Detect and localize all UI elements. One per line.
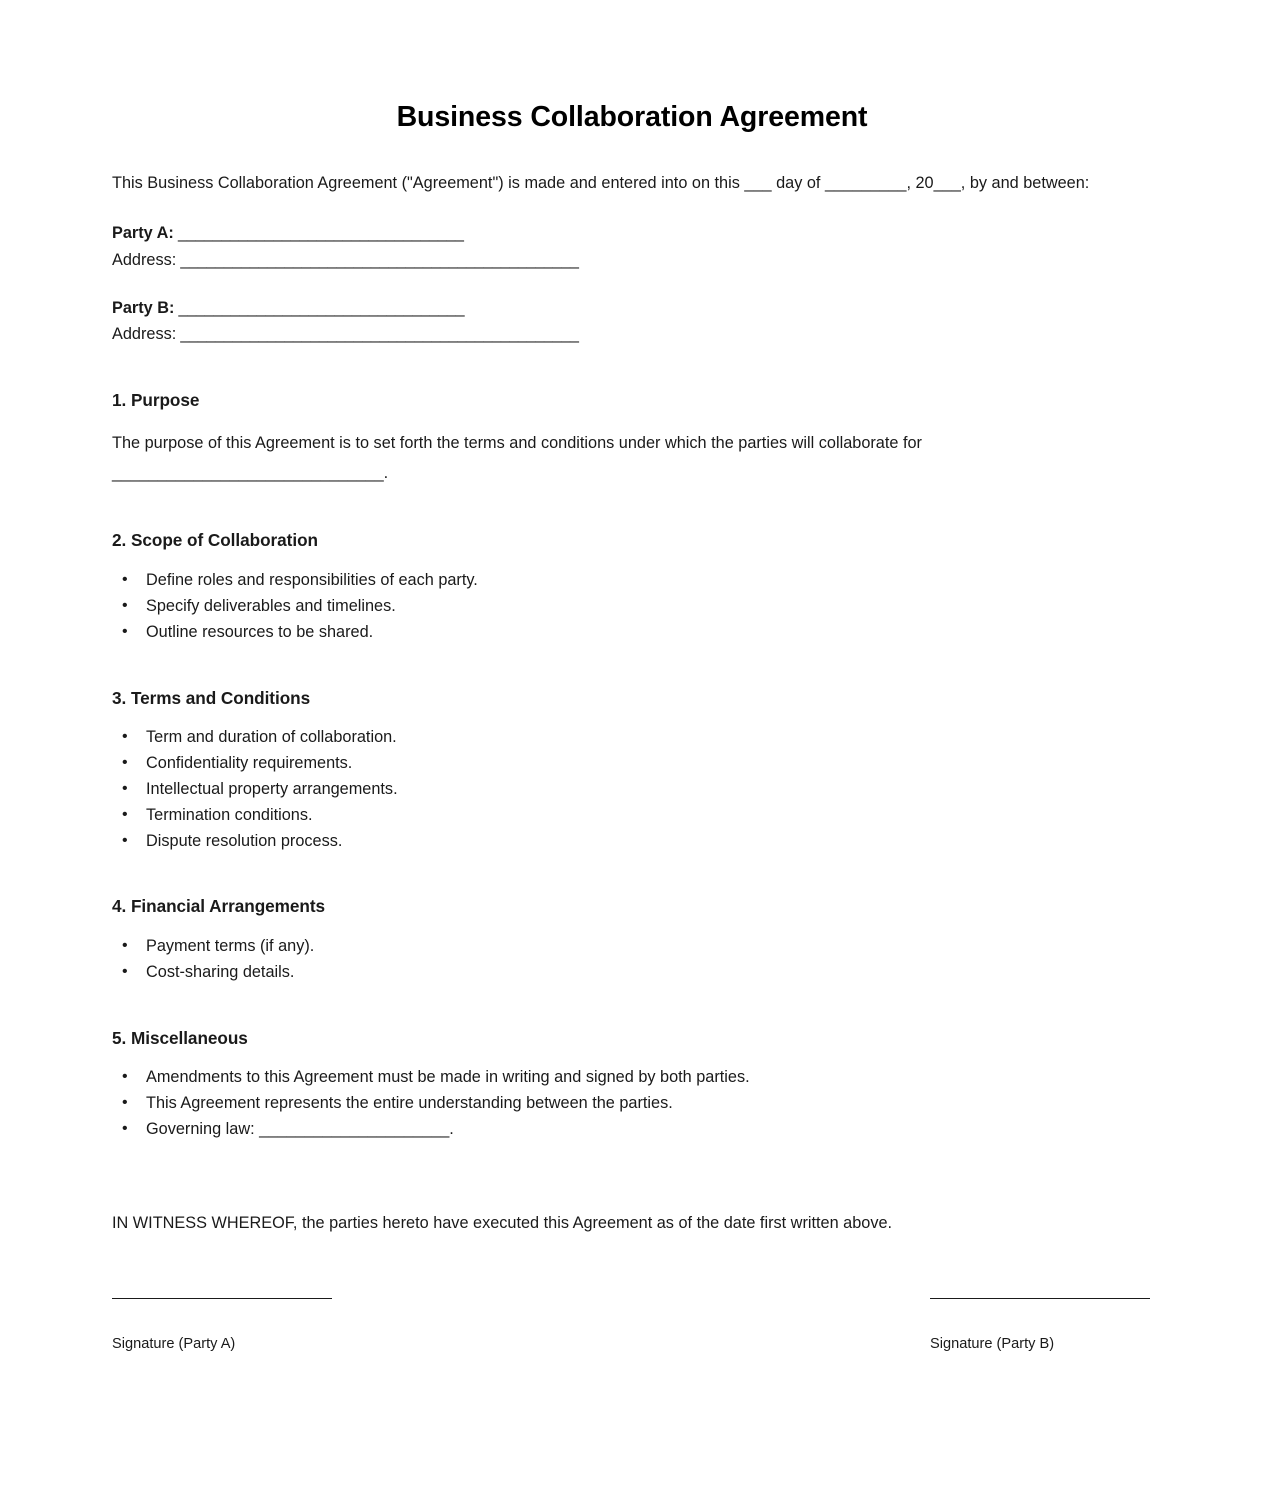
list-item: • This Agreement represents the entire understanding between the parties. — [112, 1091, 1152, 1117]
list-item: • Define roles and responsibilities of each party. — [112, 568, 1152, 594]
section-bullets-financial — [112, 918, 1152, 986]
signature-block — [112, 1235, 1152, 1408]
section-bullets-scope — [112, 552, 1152, 646]
list-item: • Specify deliverables and timelines. — [112, 594, 1152, 620]
party-a-label: Party A: — [112, 224, 174, 243]
intro-paragraph: This Business Collaboration Agreement ("Agreement") is made and entered into on this ___ day of _________, 20___, by and between: — [112, 173, 1090, 192]
party-a-name-line — [112, 220, 1152, 246]
list-item: • Amendments to this Agreement must be made in writing and signed by both parties. — [112, 1065, 1152, 1091]
party-b-label: Party B: — [112, 299, 175, 318]
section-heading-miscellaneous: 5. Miscellaneous — [112, 1027, 248, 1048]
section-paragraph-purpose: The purpose of this Agreement is to set forth the terms and conditions under which the parties will collaborate for ______________________________. — [112, 434, 922, 482]
party-b-address-label: Address: — [112, 325, 177, 344]
list-item: • Termination conditions. — [112, 803, 1152, 829]
party-b-name-blank[interactable]: _________________________________ — [174, 299, 465, 318]
signature-party-b — [930, 1298, 1150, 1354]
party-a-address-label: Address: — [112, 250, 177, 269]
list-item: • Dispute resolution process. — [112, 829, 1152, 855]
section-heading-terms: 3. Terms and Conditions — [112, 687, 311, 708]
list-item: • Outline resources to be shared. — [112, 620, 1152, 646]
page-title: Business Collaboration Agreement — [396, 101, 868, 133]
list-item: • Confidentiality requirements. — [112, 751, 1152, 777]
section-heading-purpose: 1. Purpose — [112, 389, 200, 410]
party-a-address-blank[interactable]: ______________________________________________ — [176, 250, 579, 269]
party-b-address-line — [112, 321, 1152, 347]
list-item: • Governing law: _____________________. — [112, 1117, 1152, 1143]
section-heading-scope: 2. Scope of Collaboration — [112, 530, 318, 551]
witness-clause: IN WITNESS WHEREOF, the parties hereto have executed this Agreement as of the date first written above. — [112, 1213, 893, 1232]
section-bullets-terms — [112, 709, 1152, 855]
party-a-address-line — [112, 247, 1152, 273]
section-bullets-miscellaneous — [112, 1049, 1152, 1143]
document-body — [112, 0, 1152, 1408]
party-a-name-blank[interactable]: _________________________________ — [173, 224, 464, 243]
list-item: • Term and duration of collaboration. — [112, 725, 1152, 751]
signature-caption-party-a: Signature (Party A) — [112, 1336, 236, 1353]
signature-caption-party-b: Signature (Party B) — [930, 1336, 1055, 1353]
list-item: • Payment terms (if any). — [112, 934, 1152, 960]
list-item: • Intellectual property arrangements. — [112, 777, 1152, 803]
party-b-name-line — [112, 295, 1152, 321]
party-a-block — [112, 195, 1152, 273]
list-item: • Cost-sharing details. — [112, 960, 1152, 986]
section-heading-financial: 4. Financial Arrangements — [112, 896, 326, 917]
party-b-block — [112, 273, 1152, 348]
party-b-address-blank[interactable]: ______________________________________________ — [176, 325, 579, 344]
signature-party-a — [112, 1298, 332, 1354]
